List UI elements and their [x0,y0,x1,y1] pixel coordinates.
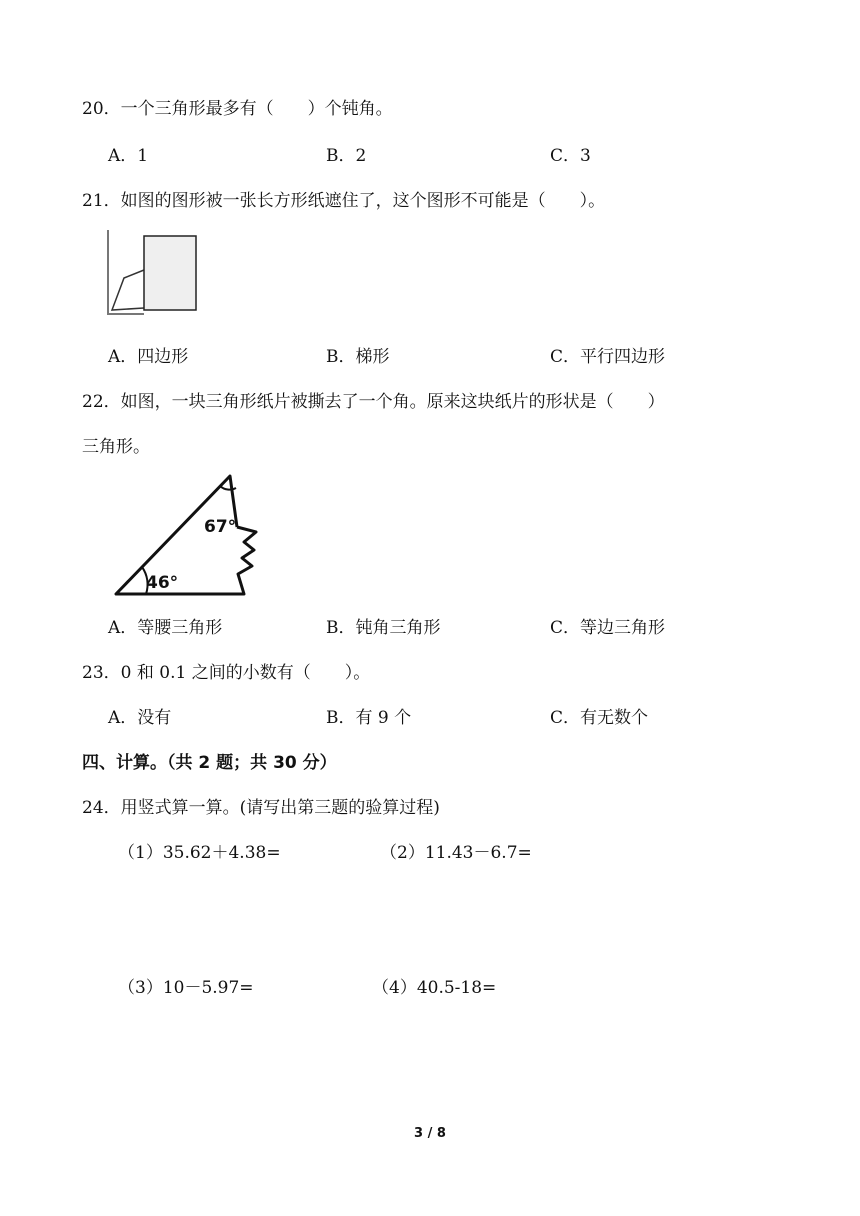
angle-label-bottom: 46° [146,573,179,593]
question-21-stem: 21．如图的图形被一张长方形纸遮住了，这个图形不可能是（ ）。 [82,191,606,211]
q23-option-c: C．有无数个 [550,708,649,728]
section-4-heading: 四、计算。（共 2 题；共 30 分） [82,753,337,773]
q21-option-b: B．梯形 [326,347,390,367]
page-number: 3 / 8 [414,1126,446,1141]
q21-option-a: A．四边形 [108,347,189,367]
q24-item-1: （1）35.62＋4.38= [118,843,281,863]
q22-torn-triangle-figure [112,470,272,600]
question-24-stem: 24．用竖式算一算。(请写出第三题的验算过程) [82,798,440,818]
q22-option-b: B．钝角三角形 [326,618,441,638]
q20-option-a: A．1 [108,146,149,166]
q21-covered-shape-figure [104,228,204,318]
q23-option-a: A．没有 [108,708,172,728]
q24-item-2: （2）11.43－6.7= [380,843,532,863]
q23-option-b: B．有 9 个 [326,708,412,728]
q21-option-c: C．平行四边形 [550,347,666,367]
question-22-stem-line2: 三角形。 [82,437,150,457]
q22-option-a: A．等腰三角形 [108,618,223,638]
question-20-stem: 20．一个三角形最多有（ ）个钝角。 [82,99,393,119]
q24-item-3: （3）10－5.97= [118,978,254,998]
question-23-stem: 23．0 和 0.1 之间的小数有（ ）。 [82,663,371,683]
q24-item-4: （4）40.5-18= [372,978,497,998]
question-22-stem-line1: 22．如图，一块三角形纸片被撕去了一个角。原来这块纸片的形状是（ ） [82,392,665,412]
q20-option-c: C．3 [550,146,591,166]
q20-option-b: B．2 [326,146,367,166]
angle-label-top: 67° [204,517,237,537]
q22-option-c: C．等边三角形 [550,618,666,638]
